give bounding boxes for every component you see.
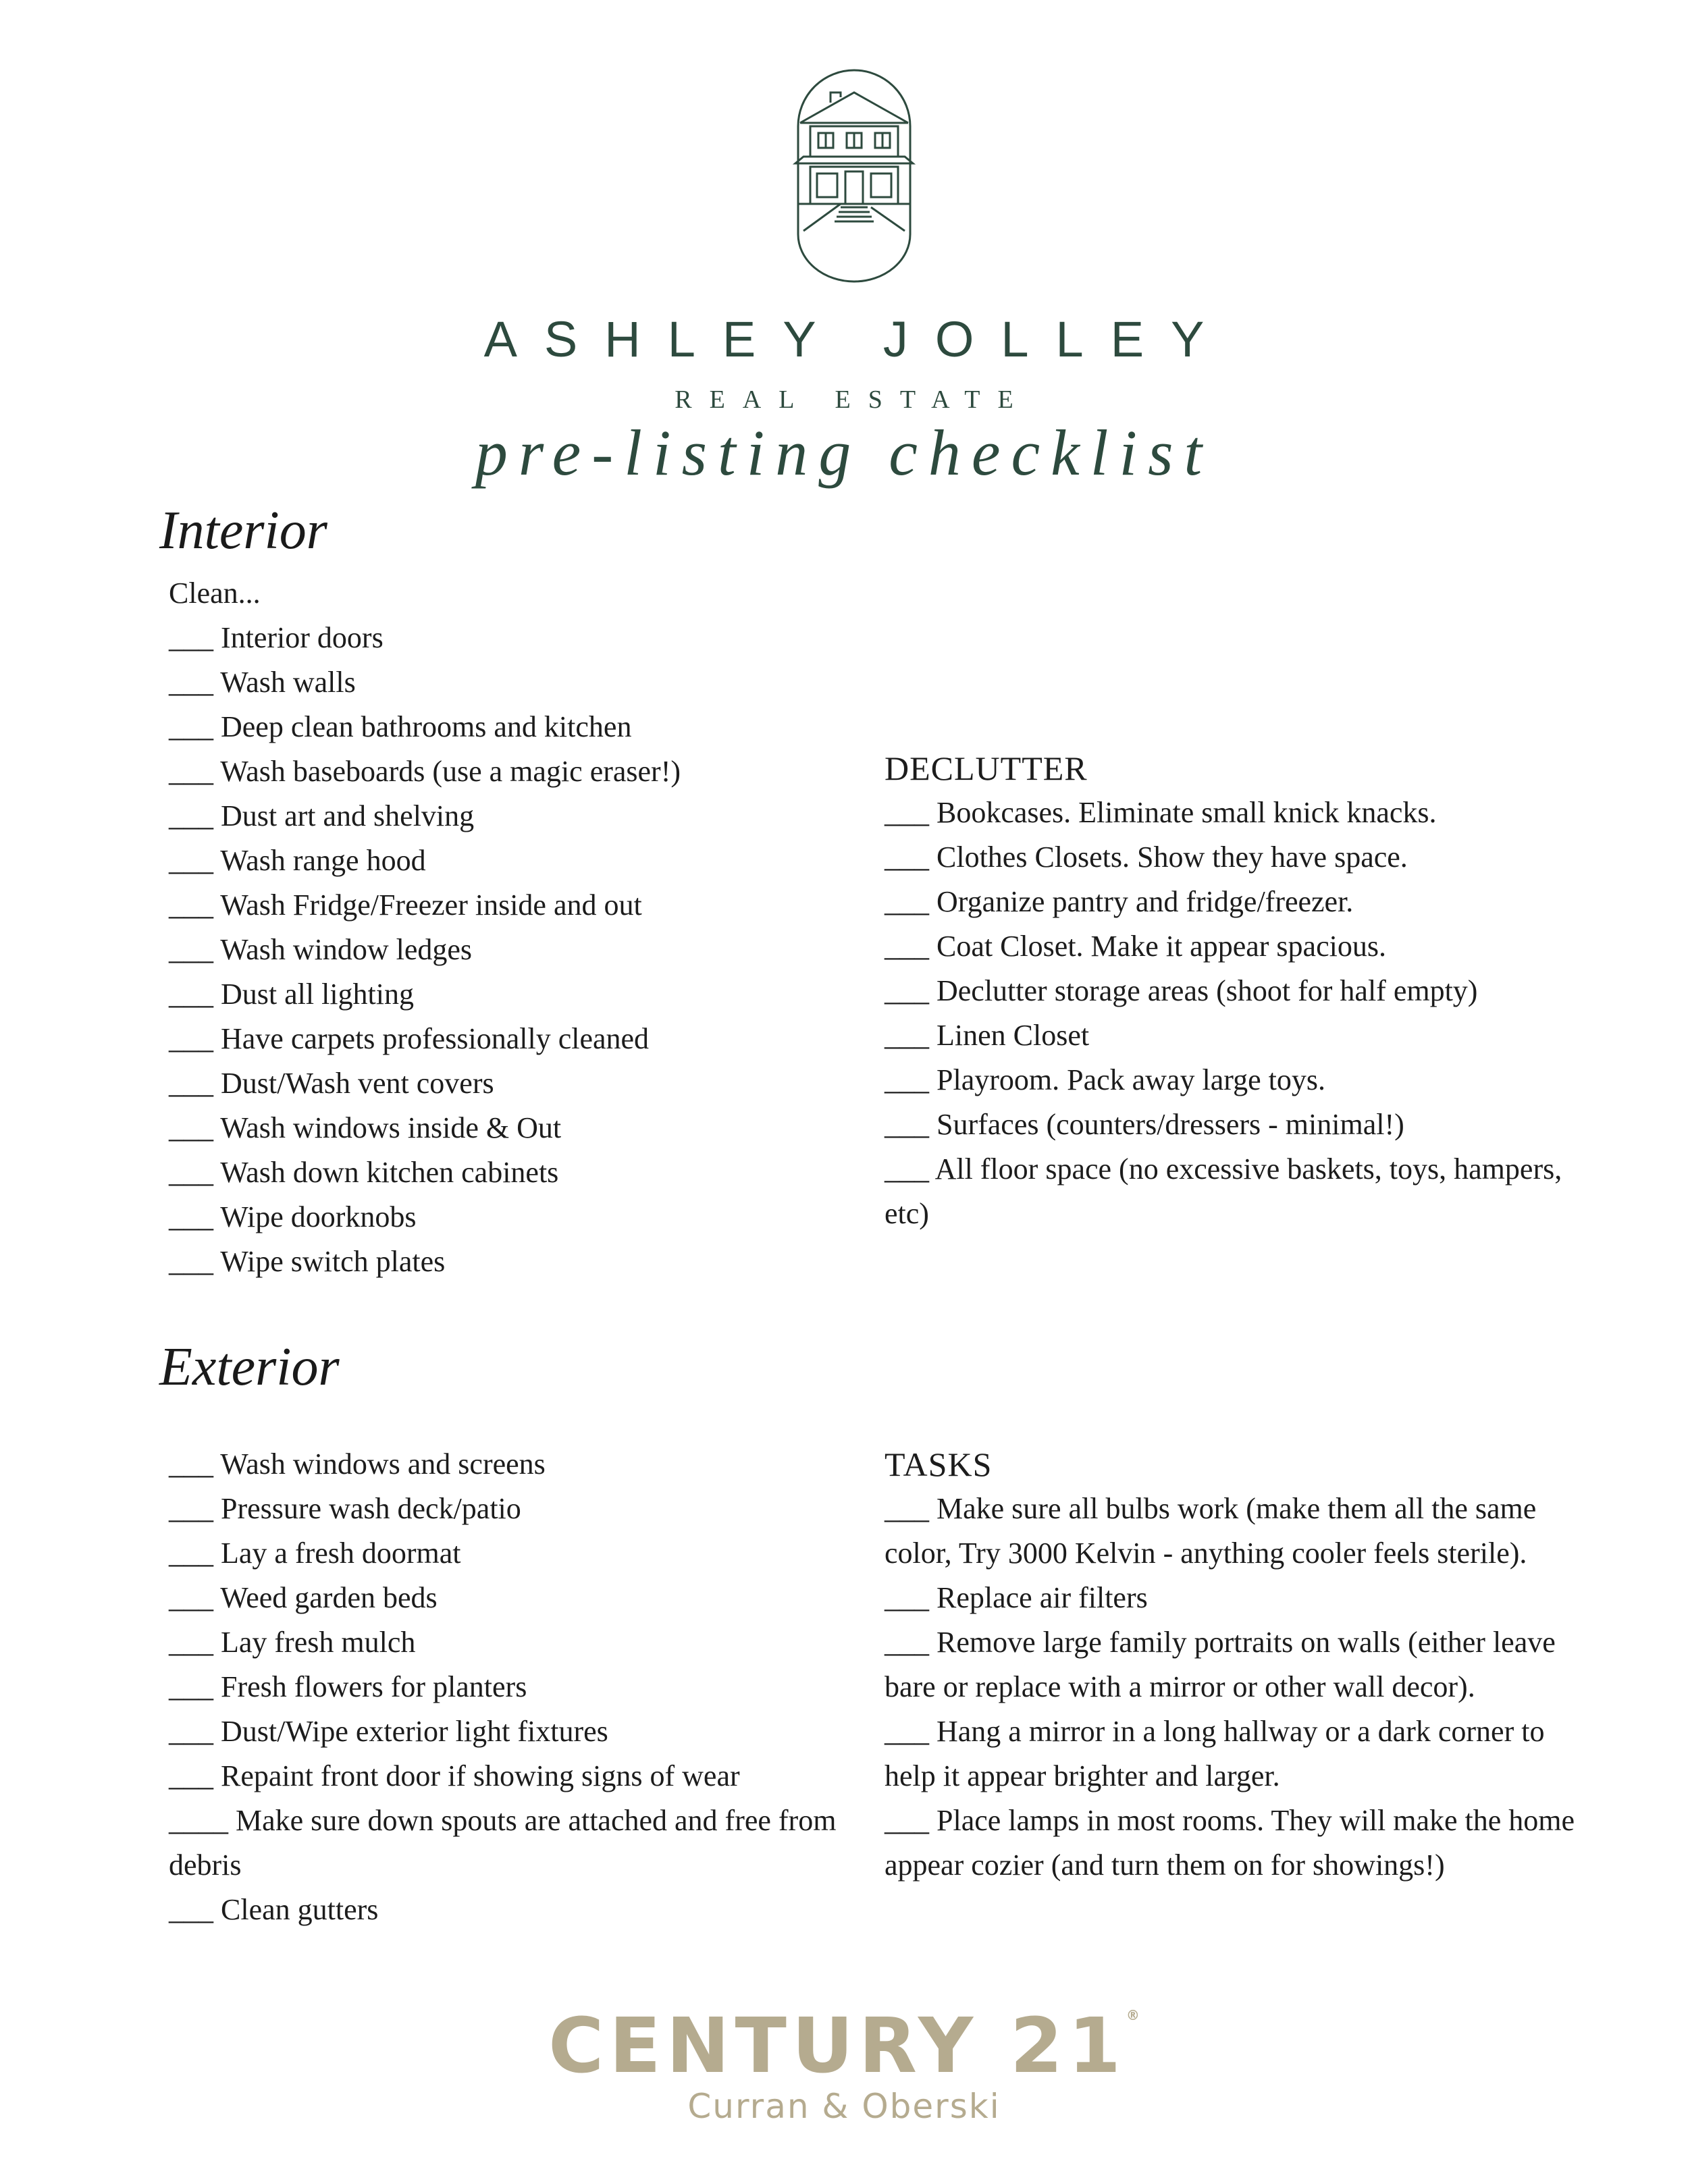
checklist-item[interactable]: ___ Linen Closet bbox=[885, 1019, 1090, 1052]
interior-heading: Interior bbox=[159, 501, 327, 560]
exterior-section bbox=[169, 1442, 878, 1932]
checklist-item[interactable]: ____ Make sure down spouts are attached and free from debris bbox=[169, 1804, 837, 1882]
checklist-item[interactable]: ___ Coat Closet. Make it appear spacious. bbox=[885, 930, 1386, 963]
checklist-item[interactable]: ___ Interior doors bbox=[169, 621, 384, 654]
checklist-item[interactable]: ___ Have carpets professionally cleaned bbox=[169, 1022, 650, 1055]
checklist-item[interactable]: ___ Remove large family portraits on walls (either leave bare or replace with a mirror or other wall decor). bbox=[885, 1626, 1556, 1703]
document-title: pre-listing checklist bbox=[475, 417, 1213, 489]
checklist-item[interactable]: ___ Fresh flowers for planters bbox=[169, 1670, 527, 1703]
tasks-heading: TASKS bbox=[885, 1445, 993, 1483]
checklist-item[interactable]: ___ Lay fresh mulch bbox=[169, 1626, 416, 1659]
exterior-list bbox=[169, 1442, 878, 1932]
checklist-item[interactable]: ___ Wash windows inside & Out bbox=[169, 1111, 562, 1144]
checklist-item[interactable]: ___ Repaint front door if showing signs of wear bbox=[169, 1759, 740, 1792]
century21-logo-text: CENTURY 21 bbox=[548, 2002, 1126, 2090]
checklist-item[interactable]: ___ Wash walls bbox=[169, 666, 356, 699]
checklist-item[interactable]: ___ All floor space (no excessive baskets, toys, hampers, etc) bbox=[885, 1152, 1562, 1230]
tasks-section bbox=[885, 1442, 1593, 1888]
interior-section bbox=[159, 501, 878, 1284]
tasks-list bbox=[885, 1487, 1593, 1888]
office-name: Curran & Oberski bbox=[687, 2087, 1001, 2126]
checklist-item[interactable]: ___ Bookcases. Eliminate small knick knacks. bbox=[885, 796, 1437, 829]
checklist-item[interactable]: ___ Surfaces (counters/dressers - minimal!) bbox=[885, 1108, 1404, 1141]
checklist-item[interactable]: ___ Deep clean bathrooms and kitchen bbox=[169, 710, 632, 743]
checklist-item[interactable]: ___ Dust/Wash vent covers bbox=[169, 1067, 494, 1100]
declutter-section bbox=[885, 746, 1593, 1236]
checklist-item[interactable]: ___ Wash window ledges bbox=[169, 933, 473, 966]
checklist-item[interactable]: ___ Organize pantry and fridge/freezer. bbox=[885, 885, 1354, 918]
checklist-item[interactable]: ___ Wash down kitchen cabinets bbox=[169, 1156, 559, 1189]
checklist-item[interactable]: ___ Wash windows and screens bbox=[169, 1447, 546, 1481]
brand-subtitle: REAL ESTATE bbox=[675, 385, 1031, 414]
declutter-heading: DECLUTTER bbox=[885, 749, 1088, 787]
checklist-item[interactable]: ___ Clean gutters bbox=[169, 1893, 379, 1926]
checklist-item[interactable]: ___ Playroom. Pack away large toys. bbox=[885, 1063, 1325, 1096]
checklist-item[interactable]: ___ Lay a fresh doormat bbox=[169, 1537, 461, 1570]
registered-mark: ® bbox=[1126, 2007, 1140, 2023]
checklist-item[interactable]: ___ Dust art and shelving bbox=[169, 799, 475, 832]
checklist-item[interactable]: ___ Wash range hood bbox=[169, 844, 426, 877]
checklist-item[interactable]: ___ Wash Fridge/Freezer inside and out bbox=[169, 888, 642, 922]
checklist-item[interactable]: ___ Hang a mirror in a long hallway or a dark corner to help it appear brighter and larger. bbox=[885, 1715, 1545, 1792]
interior-list bbox=[169, 571, 878, 1284]
brand-name: ASHLEY JOLLEY bbox=[483, 311, 1232, 367]
checklist-item[interactable]: ___ Wash baseboards (use a magic eraser!) bbox=[169, 755, 681, 788]
interior-intro: Clean... bbox=[169, 577, 261, 610]
checklist-item[interactable]: ___ Dust all lighting bbox=[169, 978, 414, 1011]
checklist-item[interactable]: ___ Pressure wash deck/patio bbox=[169, 1492, 521, 1525]
house-arch-logo-icon bbox=[790, 62, 918, 285]
checklist-item[interactable]: ___ Wipe doorknobs bbox=[169, 1200, 417, 1233]
checklist-item[interactable]: ___ Clothes Closets. Show they have space. bbox=[885, 841, 1408, 874]
checklist-item[interactable]: ___ Declutter storage areas (shoot for half empty) bbox=[885, 974, 1478, 1007]
checklist-item[interactable]: ___ Make sure all bulbs work (make them all the same color, Try 3000 Kelvin - anything cooler feels sterile). bbox=[885, 1492, 1537, 1570]
exterior-heading: Exterior bbox=[159, 1337, 340, 1397]
checklist-item[interactable]: ___ Wipe switch plates bbox=[169, 1245, 446, 1278]
declutter-list bbox=[885, 791, 1593, 1236]
checklist-item[interactable]: ___ Place lamps in most rooms. They will make the home appear cozier (and turn them on for showings!) bbox=[885, 1804, 1575, 1882]
checklist-item[interactable]: ___ Dust/Wipe exterior light fixtures bbox=[169, 1715, 608, 1748]
checklist-item[interactable]: ___ Replace air filters bbox=[885, 1581, 1148, 1614]
checklist-item[interactable]: ___ Weed garden beds bbox=[169, 1581, 438, 1614]
century21-logo bbox=[0, 2002, 1688, 2090]
